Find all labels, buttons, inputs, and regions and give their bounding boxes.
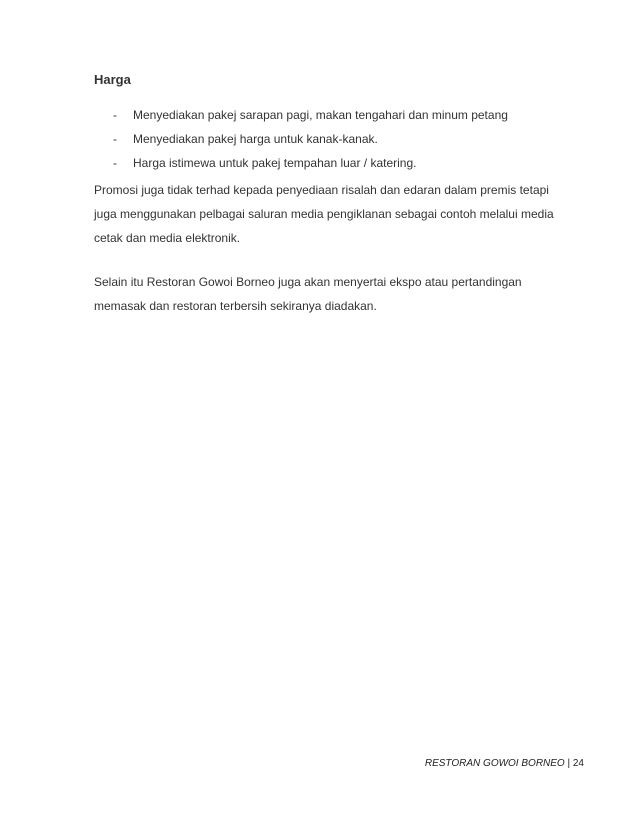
footer-title: RESTORAN GOWOI BORNEO xyxy=(424,758,565,769)
list-item-text: Menyediakan pakej harga untuk kanak-kanak. xyxy=(133,132,378,146)
paragraph-line: memasak dan restoran terbersih sekiranya diadakan. xyxy=(94,299,377,313)
list-item-text: Harga istimewa untuk pakej tempahan luar / katering. xyxy=(133,156,417,170)
bullet-marker: - xyxy=(113,156,117,170)
list-item xyxy=(113,127,508,151)
price-list xyxy=(113,103,508,175)
promotion-paragraph xyxy=(94,178,594,250)
bullet-marker: - xyxy=(113,132,117,146)
paragraph-line: cetak dan media elektronik. xyxy=(94,231,241,245)
expo-paragraph xyxy=(94,270,594,318)
list-item-text: Menyediakan pakej sarapan pagi, makan tengahari dan minum petang xyxy=(133,108,508,122)
page-number: 24 xyxy=(572,758,584,769)
paragraph-line: juga menggunakan pelbagai saluran media pengiklanan sebagai contoh melalui media xyxy=(94,207,554,221)
paragraph-line: Promosi juga tidak terhad kepada penyediaan risalah dan edaran dalam premis tetapi xyxy=(94,183,549,197)
paragraph-line: Selain itu Restoran Gowoi Borneo juga akan menyertai ekspo atau pertandingan xyxy=(94,275,522,289)
list-item xyxy=(113,151,508,175)
bullet-marker: - xyxy=(113,108,117,122)
list-item xyxy=(113,103,508,127)
section-heading: Harga xyxy=(94,72,131,87)
footer-separator: | xyxy=(564,758,573,769)
page-footer xyxy=(360,758,584,769)
